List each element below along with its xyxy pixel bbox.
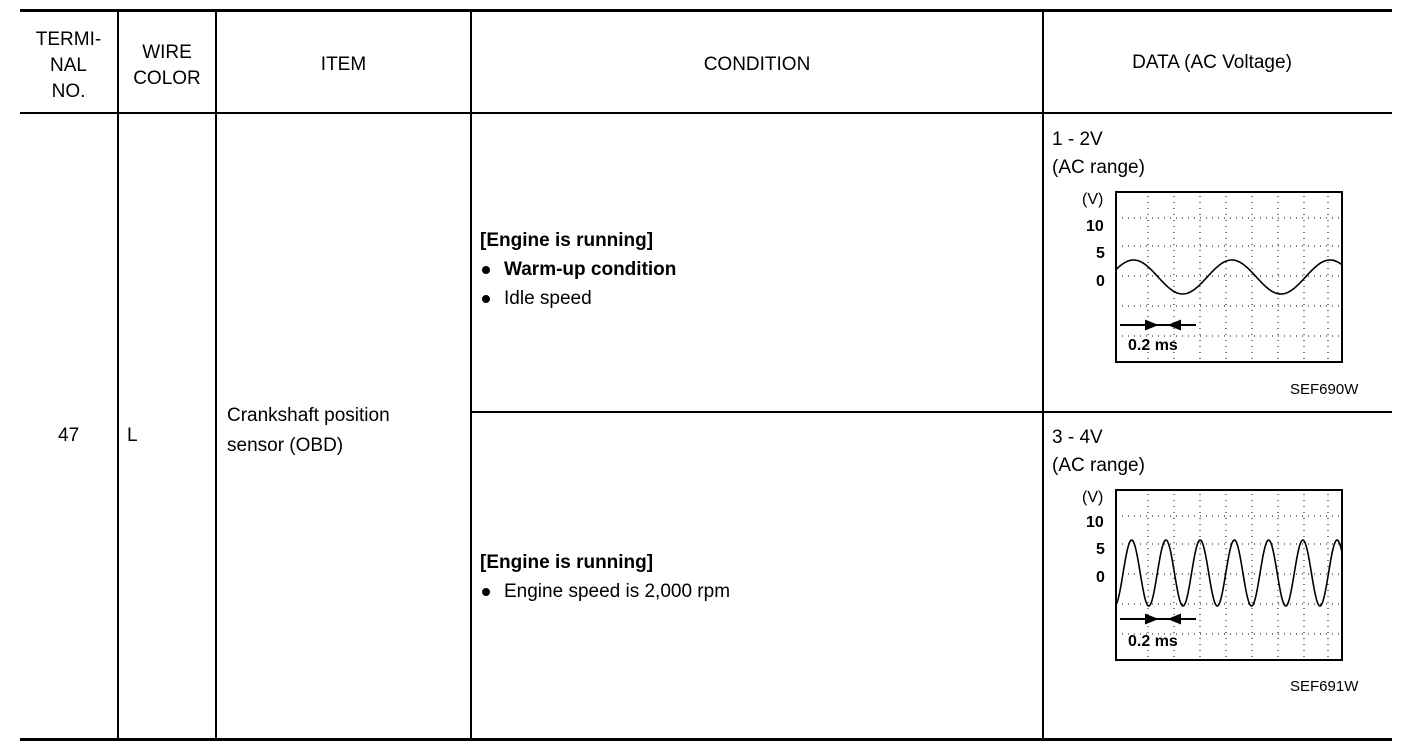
- data-2-text: [1052, 424, 1145, 480]
- data-1-text: [1052, 126, 1145, 182]
- col-divider-3: [470, 12, 472, 740]
- condition-1-bullet-2-text: Idle speed: [504, 288, 592, 309]
- condition-2: [480, 548, 730, 606]
- data-1-code: SEF690W: [1290, 381, 1359, 398]
- col-divider-2: [215, 12, 217, 740]
- scope-2: [1070, 484, 1350, 666]
- header-item: ITEM: [320, 54, 367, 75]
- scope-2-time-label: 0.2 ms: [1128, 633, 1178, 650]
- table-top-border: [20, 9, 1392, 12]
- scope-2-tick-5: 5: [1096, 541, 1105, 558]
- item-line2: sensor (OBD): [227, 435, 344, 456]
- header-condition: CONDITION: [703, 54, 811, 75]
- scope-1-time-marker: [1120, 321, 1196, 329]
- row-divider: [470, 411, 1392, 413]
- condition-1-heading: [Engine is running]: [480, 230, 654, 251]
- scope-1-tick-0: 0: [1096, 273, 1105, 290]
- condition-1-bullet-1-text: Warm-up condition: [504, 259, 677, 280]
- condition-1: [480, 226, 676, 313]
- header-wire-color: [119, 34, 215, 98]
- data-1-voltage: 1 - 2V: [1052, 129, 1103, 150]
- scope-2-svg: [1070, 484, 1350, 666]
- scope-2-time-marker: [1120, 615, 1196, 623]
- scope-2-unit: (V): [1082, 489, 1104, 506]
- condition-2-bullet-1-text: Engine speed is 2,000 rpm: [504, 581, 731, 602]
- col-divider-4: [1042, 12, 1044, 740]
- header-terminal-line1: TERMI-: [35, 29, 102, 50]
- scope-1: [1070, 186, 1350, 368]
- header-terminal-no: [20, 24, 117, 108]
- header-bottom-border: [20, 112, 1392, 114]
- data-1-range: (AC range): [1052, 157, 1145, 178]
- bullet-icon: [482, 295, 490, 303]
- data-2-code: SEF691W: [1290, 678, 1359, 695]
- header-data: DATA (AC Voltage): [1132, 52, 1292, 73]
- header-terminal-line2: NAL: [50, 55, 87, 76]
- header-wire-line1: WIRE: [142, 42, 192, 63]
- condition-2-heading: [Engine is running]: [480, 552, 654, 573]
- scope-1-waveform: [1116, 260, 1342, 294]
- bullet-icon: [482, 266, 490, 274]
- bullet-icon: [482, 588, 490, 596]
- table-bottom-border: [20, 738, 1392, 741]
- scope-1-time-label: 0.2 ms: [1128, 337, 1178, 354]
- condition-2-bullet-1: [480, 577, 730, 606]
- terminal-no: 47: [58, 425, 80, 446]
- scope-1-svg: [1070, 186, 1350, 368]
- header-wire-line2: COLOR: [133, 68, 201, 89]
- scope-1-tick-5: 5: [1096, 245, 1105, 262]
- col-divider-1: [117, 12, 119, 740]
- condition-1-bullet-1: [480, 255, 676, 284]
- header-terminal-line3: NO.: [51, 81, 86, 102]
- scope-2-waveform: [1116, 540, 1342, 606]
- condition-1-bullet-2: [480, 284, 676, 313]
- data-2-voltage: 3 - 4V: [1052, 427, 1103, 448]
- data-2-range: (AC range): [1052, 455, 1145, 476]
- scope-1-unit: (V): [1082, 191, 1104, 208]
- item-name: [227, 401, 390, 461]
- scope-2-tick-0: 0: [1096, 569, 1105, 586]
- item-line1: Crankshaft position: [227, 405, 390, 426]
- wire-color: L: [127, 425, 138, 446]
- scope-1-tick-10: 10: [1086, 218, 1104, 235]
- scope-2-tick-10: 10: [1086, 514, 1104, 531]
